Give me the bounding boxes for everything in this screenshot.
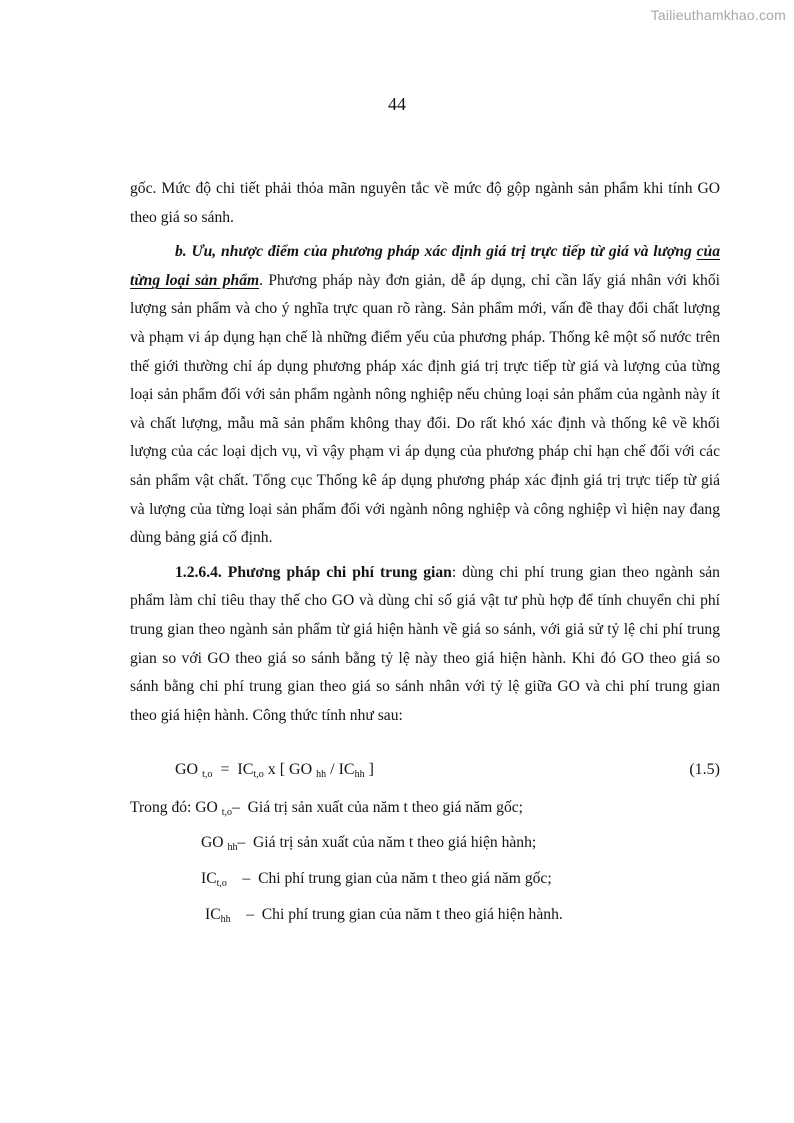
formula-go-hh-sub: hh bbox=[316, 769, 327, 780]
definition-separator: – bbox=[246, 906, 254, 923]
formula-close: ] bbox=[368, 761, 374, 778]
formula-go-hh: GO bbox=[289, 761, 313, 778]
definitions-intro: Trong đó: bbox=[130, 799, 192, 816]
definition-symbol: IC bbox=[205, 906, 221, 923]
definition-row-3 bbox=[201, 867, 552, 891]
definition-symbol-sub: hh bbox=[227, 842, 238, 853]
definition-text: Chi phí trung gian của năm t theo giá hiện hành. bbox=[261, 906, 563, 923]
definition-symbol: GO bbox=[195, 799, 218, 816]
definition-symbol: IC bbox=[201, 870, 217, 887]
formula-mid: x [ bbox=[267, 761, 286, 778]
definition-text: Giá trị sản xuất của năm t theo giá hiện hành; bbox=[253, 834, 537, 851]
formula-1-5 bbox=[175, 758, 720, 782]
formula-go: GO bbox=[175, 761, 199, 778]
formula-number: (1.5) bbox=[689, 761, 720, 778]
watermark: Tailieuthamkhao.com bbox=[650, 7, 786, 23]
paragraph-advantages bbox=[130, 238, 720, 553]
page-number: 44 bbox=[388, 94, 406, 114]
formula-ic-hh-sub: hh bbox=[354, 769, 365, 780]
definition-symbol-sub: hh bbox=[220, 914, 231, 925]
formula-slash: / bbox=[330, 761, 335, 778]
formula-ic-hh: IC bbox=[338, 761, 355, 778]
definition-row-4 bbox=[205, 903, 563, 927]
formula-ic-sub: t,o bbox=[253, 769, 264, 780]
formula-equals: = bbox=[220, 761, 230, 778]
body-text bbox=[130, 175, 720, 736]
definition-row-2 bbox=[201, 831, 536, 855]
definition-separator: – bbox=[237, 834, 246, 851]
section-heading-b-line1: b. Ưu, nhược điểm của phương pháp xác định giá trị trực tiếp từ giá và lượng bbox=[175, 243, 692, 261]
paragraph-intermediate-cost-body: : dùng chi phí trung gian theo ngành sản phẩm làm chỉ tiêu thay thế cho GO và dùng chỉ số giá vật tư phù hợp để tính chuyển chi phí trung gian theo ngành sản phẩm từ giá hiện hành về giá so sánh, với giả sử tỷ lệ chi phí trung gian so với GO theo giá so sánh bằng tỷ lệ này theo giá hiện hành. Khi đó GO theo giá so sánh bằng chi phí trung gian theo giá so sánh nhân với tỷ lệ giữa GO và chi phí trung gian theo giá hiện hành. Công thức tính như sau: bbox=[130, 563, 720, 724]
formula-go-sub: t,o bbox=[202, 769, 213, 780]
definition-symbol-sub: t,o bbox=[216, 878, 227, 889]
definition-symbol: GO bbox=[201, 834, 224, 851]
definition-separator: – bbox=[232, 799, 240, 816]
definition-text: Giá trị sản xuất của năm t theo giá năm gốc; bbox=[247, 799, 524, 816]
formula-ic: IC bbox=[237, 761, 254, 778]
paragraph-intermediate-cost bbox=[130, 559, 720, 731]
paragraph-continuation: gốc. Mức độ chi tiết phải thỏa mãn nguyên tắc về mức độ gộp ngành sản phẩm khi tính GO theo giá so sánh. bbox=[130, 180, 720, 226]
definition-separator: – bbox=[242, 870, 251, 887]
definition-row-1 bbox=[130, 796, 523, 820]
definition-text: Chi phí trung gian của năm t theo giá năm gốc; bbox=[258, 870, 552, 887]
section-heading-b-line2: của từng loại sản phẩm bbox=[130, 243, 720, 289]
paragraph-advantages-body: . Phương pháp này đơn giản, dễ áp dụng, chỉ cần lấy giá nhân với khối lượng sản phẩm và cho ý nghĩa trực quan rõ ràng. Sản phẩm mới, vấn đề thay đổi chất lượng và phạm vi áp dụng hạn chế là những điểm yếu của phương pháp. Thống kê một số nước trên thế giới thường chỉ áp dụng phương pháp xác định giá trị trực tiếp từ giá và lượng của từng loại sản phẩm đối với sản phẩm ngành nông nghiệp nếu chủng loại sản phẩm của ngành này ít và chất lượng, mẫu mã sản phẩm không thay đổi. Do rất khó xác định và thống kê về khối lượng của các loại dịch vụ, vì vậy phạm vi áp dụng của phương pháp chỉ hạn chế đối với các sản phẩm vật chất. Tổng cục Thống kê áp dụng phương pháp xác định giá trị trực tiếp từ giá và lượng của từng loại sản phẩm đối với ngành nông nghiệp và công nghiệp vì hiện nay đang dùng bảng giá cố định. bbox=[130, 271, 720, 547]
definition-symbol-sub: t,o bbox=[221, 807, 233, 818]
section-heading-1264: 1.2.6.4. Phương pháp chi phí trung gian bbox=[175, 563, 452, 581]
